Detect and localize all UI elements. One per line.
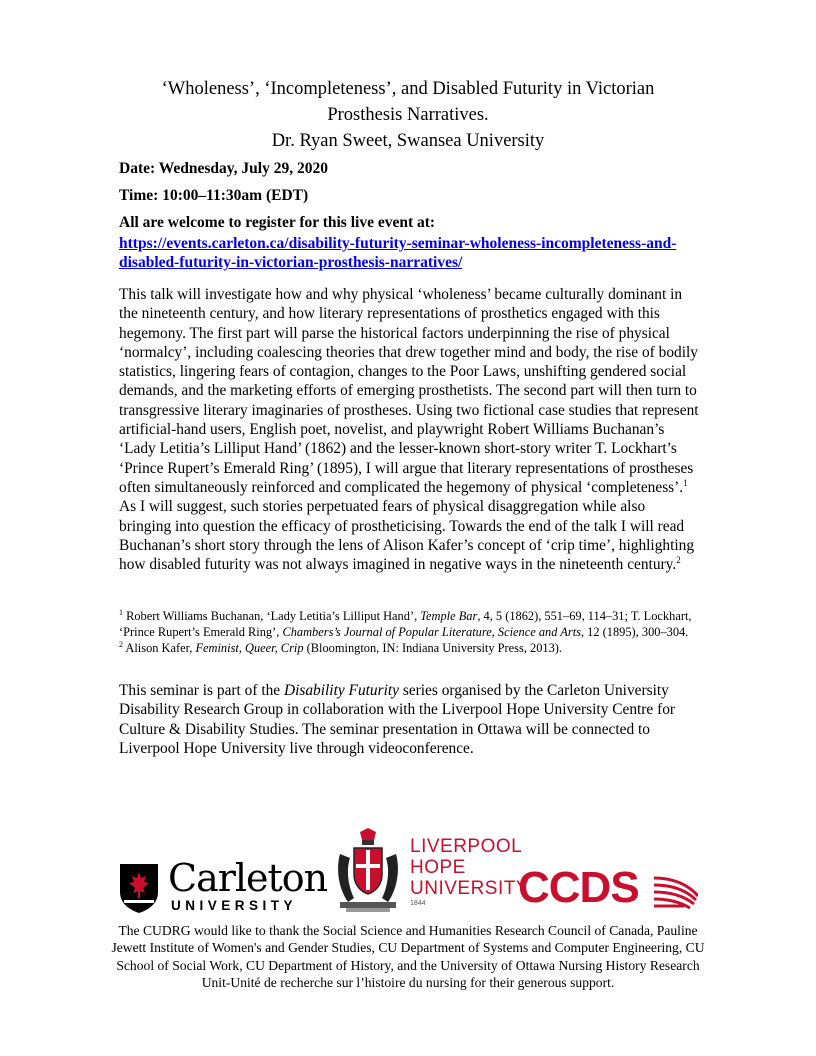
footnote-1-text-a: Robert Williams Buchanan, ‘Lady Letitia’s Lilliput Hand’, [123,609,421,623]
abstract [119,285,701,574]
footnote-2-book: Feminist, Queer, Crip [195,641,304,655]
liverpool-hope-crest-icon [332,828,404,914]
footnote-2-text-b: (Bloomington, IN: Indiana University Press, 2013). [303,641,563,655]
register-link-line-1: https://events.carleton.ca/disability-futurity-seminar-wholeness-incompleteness-and- [119,235,677,252]
event-time: Time: 10:00–11:30am (EDT) [119,187,309,204]
acknowledgements: The CUDRG would like to thank the Social Science and Humanities Research Council of Canada, Pauline Jewett Institute of Women's and Gender Studies, CU Department of Systems and Computer Engineering, CU School of Social Work, CU Department of History, and the University of Ottawa Nursing History Research Unit-Unité de recherche sur l’histoire du nursing for their generous support. [111,923,705,991]
footnote-ref-1: 1 [683,477,688,488]
footnote-1-text-b: , 4, 5 (1862), 551–69, 114–31; T. Lockhart, ‘Prince Rupert’s Emerald Ring’, [119,609,692,639]
carleton-university-label: UNIVERSITY [171,898,298,913]
footnote-2 [119,640,701,656]
abstract-part-1: This talk will investigate how and why physical ‘wholeness’ became culturally dominant in the nineteenth century, and how literary representations of prosthetics engaged with this hegemony. The first part will parse the historical factors underpinning the rise of physical ‘normalcy’, including coalescing theories that drew together mind and body, the rise of bodily statistics, lingering fears of contagion, changes to the Poor Laws, unshifting gendered social demands, and the marketing efforts of emerging prosthetists. The second part will then turn to transgressive literary imaginaries of prostheses. Using two fictional case studies that represent artificial-hand users, English poet, novelist, and playwright Robert Williams Buchanan’s ‘Lady Letitia’s Lilliput Hand’ (1862) and the lesser-known short-story writer T. Lockhart’s ‘Prince Rupert’s Emerald Ring’ (1895), I will argue that literary representations of prostheses often simultaneously reinforced and complicated the hegemony of physical ‘completeness’. [119,286,699,496]
seminar-note-b: series organised by the Carleton University Disability Research Group in collaboration with the Liverpool Hope University Centre for Culture & Disability Studies. The seminar presentation in Ottawa will be connected to Liverpool Hope University live through videoconference. [119,682,676,757]
footnote-1-text-c: , 12 (1895), 300–304. [580,625,689,639]
footnote-2-text-a: Alison Kafer, [123,641,196,655]
footnote-1-mark: 1 [119,607,123,617]
seminar-note-a: This seminar is part of the [119,682,284,699]
lhu-line-3: UNIVERSITY [410,878,530,899]
seminar-series-name: Disability Futurity [283,682,399,699]
sponsor-logos [118,826,698,918]
event-date: Date: Wednesday, July 29, 2020 [119,160,328,177]
title-line-2: Prosthesis Narratives. [327,105,489,125]
seminar-note [119,681,709,758]
ccds-stripes-icon [654,876,698,910]
abstract-part-2: As I will suggest, such stories perpetuated fears of physical disaggregation while also bringing into question the efficacy of prostheticising. Towards the end of the talk I will read Buchanan’s short story through the lens of Alison Kafer’s concept of ‘crip time’, highlighting how disabled futurity was not always imagined in negative ways in the nineteenth century. [119,498,695,574]
carleton-shield-icon [118,862,160,914]
ccds-logo: CCDS [518,863,639,912]
lhu-line-2: HOPE [410,857,466,878]
title-block [100,76,716,154]
lhu-line-1: LIVERPOOL [410,836,523,857]
footnote-1-journal-2: Chambers’s Journal of Popular Literature, Science and Arts [282,625,581,639]
register-link-line-2: disabled-futurity-in-victorian-prosthesis-narratives/ [119,254,463,271]
footnote-1 [119,608,701,640]
title-line-1: ‘Wholeness’, ‘Incompleteness’, and Disabled Futurity in Victorian [161,79,655,99]
liverpool-hope-logo [410,836,529,908]
carleton-name: Carleton [168,856,328,900]
carleton-logo [118,856,328,916]
register-prompt: All are welcome to register for this live event at: [119,214,436,231]
footnote-2-mark: 2 [119,639,123,649]
register-link[interactable] [119,235,676,271]
register-link-container [119,234,709,272]
footnote-1-journal: Temple Bar [420,609,478,623]
footnote-ref-2: 2 [676,555,681,566]
lhu-year: 1844 [410,900,426,907]
footnotes [119,608,701,656]
speaker: Dr. Ryan Sweet, Swansea University [271,131,545,151]
